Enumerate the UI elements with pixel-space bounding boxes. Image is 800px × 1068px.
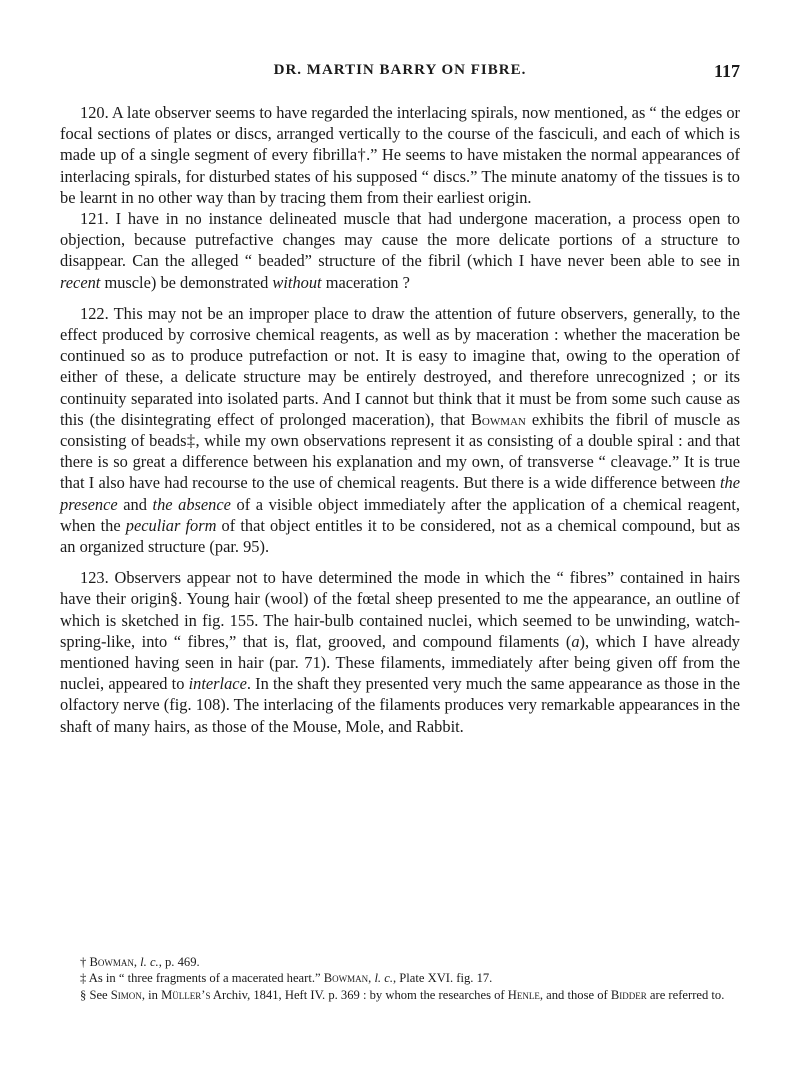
paragraph-text: maceration ? <box>321 272 410 292</box>
footnote-mark: ‡ <box>80 971 87 986</box>
author-name: Bowman <box>323 971 369 986</box>
paragraph-text: and <box>117 494 153 514</box>
italic-text: recent <box>60 272 101 292</box>
paragraph-text: I have in no instance delineated muscle that had undergone maceration, a process open to objection, because putrefactive changes may cause the more delicate portions of a structure to disappear. Can the alleged “ beaded” structure of the fibril (which I have never been able to see in <box>60 209 740 271</box>
paragraph-123 <box>60 567 740 737</box>
author-name: Bidder <box>610 987 647 1002</box>
paragraph-text: of a visible object immediately after the application of a chemical reagent, when the <box>60 494 740 535</box>
paragraph-text: . In the shaft they presented very much the same appearance as those in the olfactory nerve (fig. 108). The interlacing of the filaments produces very remarkable appearances in the shaft of many hairs, as those of the Mouse, Mole, and Rabbit. <box>60 674 741 736</box>
author-name: Müller’s <box>161 987 211 1002</box>
footnote-mark: § <box>80 987 87 1002</box>
footnote-text: Archiv, 1841, Heft IV. p. 369 : by whom the researches of <box>210 987 508 1002</box>
footnote-text: , p. 469. <box>158 955 200 969</box>
paragraph-120 <box>60 102 740 208</box>
italic-text: peculiar form <box>125 515 217 535</box>
footnote-text: , and those of <box>539 987 611 1002</box>
footnote-text: , in <box>141 987 162 1002</box>
paragraph-text: This may not be an improper place to draw the attention of future observers, generally, to the effect produced by corrosive chemical reagents, as well as by maceration : whether the maceration be continued so as to produce putrefaction or not. It is easy to imagine that, owing to the operation of either of these, a delicate structure may be entirely destroyed, and therefore unrecognized ; or its continuity separated into isolated parts. And I cannot but think that it must be from some such cause as this (the disintegrating effect of prolonged maceration), that <box>60 303 740 429</box>
author-name: Bowman <box>89 955 134 969</box>
italic-text: the absence <box>152 494 231 514</box>
author-name: Simon <box>110 987 142 1002</box>
running-title: DR. MARTIN BARRY ON FIBRE. <box>273 62 527 78</box>
italic-text: l. c. <box>374 971 393 986</box>
paragraph-text: Observers appear not to have determined the mode in which the “ fibres” contained in hairs have their origin§. Young hair (wool) of the fœtal sheep presented to me the appearance, an outline of which is sketched in fig. 155. The hair-bulb contained nuclei, which seemed to be unwinding, watch-spring-like, into “ fibres,” that is, flat, grooved, and compound filaments ( <box>60 568 740 651</box>
footnote-text: , <box>368 971 375 986</box>
footnotes <box>60 954 740 1003</box>
paragraph-text: muscle) be demonstrated <box>100 272 273 292</box>
paragraph-text: of that object entitles it to be considered, not as a chemical compound, but as an organized structure (par. 95). <box>60 515 741 557</box>
paragraph-121 <box>60 208 740 293</box>
paragraph-number: 120. <box>80 103 109 122</box>
paragraph-number: 123. <box>80 568 109 588</box>
page-number: 117 <box>713 61 740 81</box>
footnote-section <box>60 987 740 1003</box>
author-name: Henle <box>507 987 540 1002</box>
paragraph-122 <box>60 303 740 557</box>
italic-text: a <box>571 631 580 651</box>
author-name: Bowman <box>470 409 526 429</box>
italic-text: l. c. <box>140 955 159 969</box>
footnote-text: are referred to. <box>646 987 725 1002</box>
footnote-mark: † <box>80 955 87 969</box>
paragraph-number: 121. <box>80 209 109 229</box>
running-head <box>60 62 740 92</box>
italic-text: without <box>272 272 322 292</box>
footnote-text: , Plate XVI. fig. 17. <box>392 971 493 986</box>
paragraph-text: A late observer seems to have regarded the interlacing spirals, now mentioned, as “ the edges or focal sections of plates or discs, arranged vertically to the course of the fasciculi, and each of which is made up of a single segment of every fibrilla†.” He seems to have mistaken the normal appearances of interlacing spirals, for disturbed states of his supposed “ discs.” The minute anatomy of the tissues is to be learnt in no other way than by tracing them from their earliest origin. <box>60 103 740 207</box>
italic-text: the presence <box>60 473 740 514</box>
paragraph-text: ), which I have already mentioned having seen in hair (par. 71). These filaments, immediately after being given off from the nuclei, appeared to <box>60 631 740 694</box>
italic-text: interlace <box>188 674 247 694</box>
paragraph-text: exhibits the fibril of muscle as consisting of beads‡, while my own observations represent it as consisting of a double spiral : and that there is so great a difference between his explanation and my own, of transverse “ cleavage.” It is true that I also have had recourse to the use of chemical reagents. But there is a wide difference between <box>60 409 740 493</box>
footnote-text: See <box>89 987 111 1002</box>
footnote-dagger <box>60 954 740 970</box>
body-text <box>60 102 740 737</box>
footnote-text: , <box>133 955 141 969</box>
paragraph-number: 122. <box>80 303 109 323</box>
footnote-text: As in “ three fragments of a macerated heart.” <box>88 971 324 986</box>
footnote-double-dagger <box>60 970 740 986</box>
